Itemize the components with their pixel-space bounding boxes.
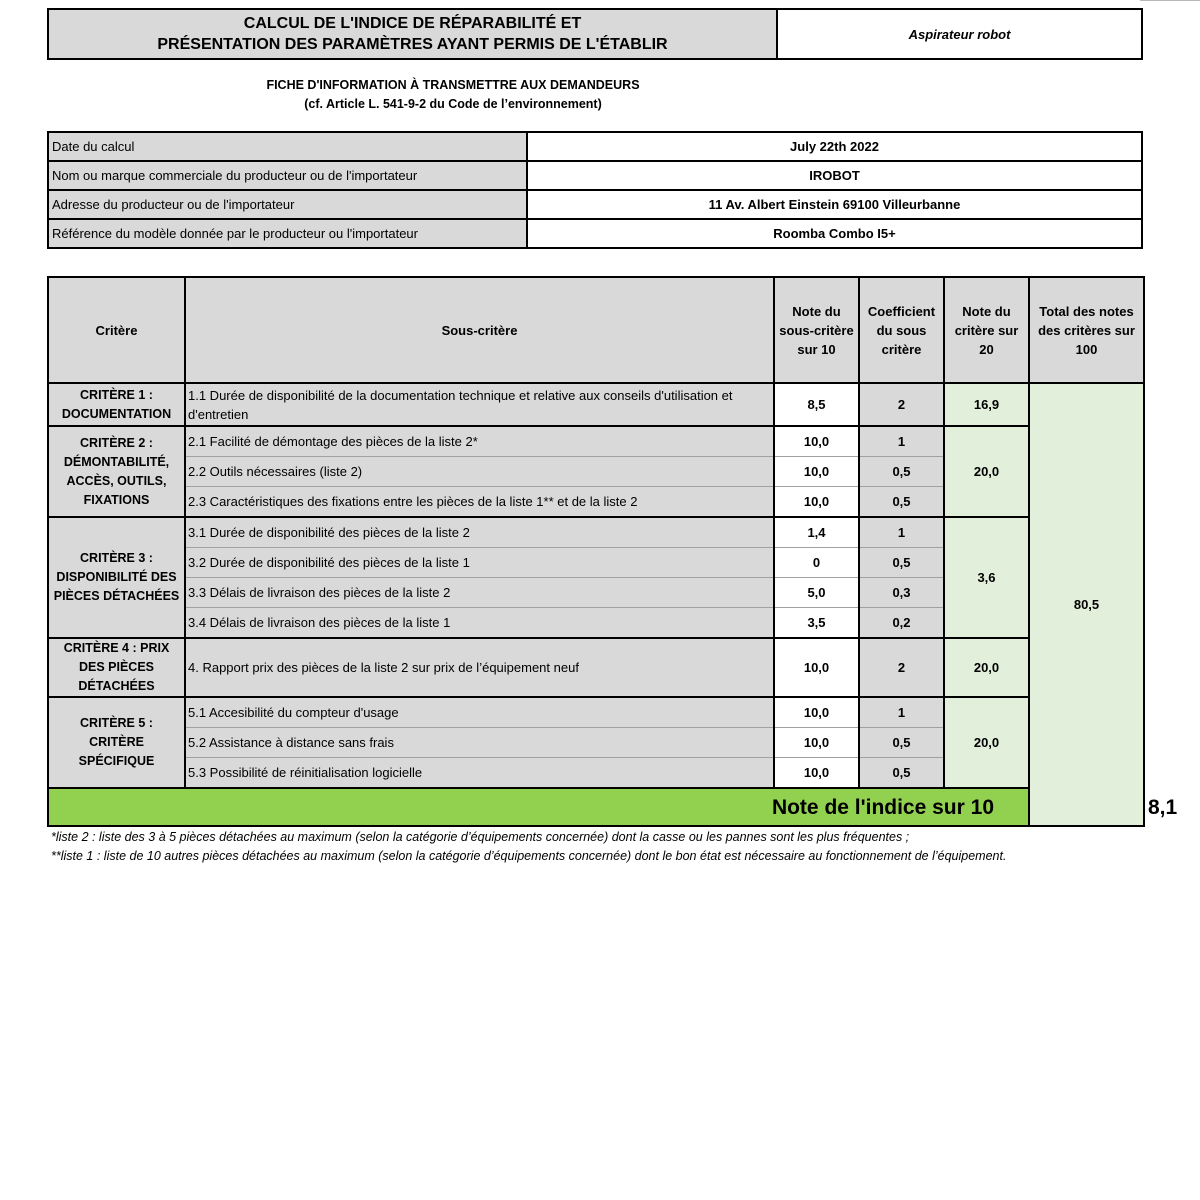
header-title-line2: PRÉSENTATION DES PARAMÈTRES AYANT PERMIS DE L'ÉTABLIR <box>157 36 668 53</box>
col-header-coef: Coefficient du sous critère <box>859 277 944 383</box>
table-row <box>48 383 1144 426</box>
header-title <box>49 10 778 58</box>
sub-criterion-note: 10,0 <box>774 697 859 728</box>
footnotes <box>51 828 1151 866</box>
info-row-date <box>48 132 1142 161</box>
criterion-3-name: CRITÈRE 3 : DISPONIBILITÉ DES PIÈCES DÉTACHÉES <box>48 517 185 638</box>
info-value: 11 Av. Albert Einstein 69100 Villeurbanne <box>527 190 1142 219</box>
sub-criterion-coef: 0,2 <box>859 608 944 639</box>
criterion-4-score: 20,0 <box>944 638 1029 697</box>
sub-criterion-note: 5,0 <box>774 578 859 608</box>
sub-criterion-note: 10,0 <box>774 758 859 789</box>
info-label: Adresse du producteur ou de l'importateur <box>48 190 527 219</box>
sub-criterion-coef: 2 <box>859 383 944 426</box>
sub-criterion-coef: 2 <box>859 638 944 697</box>
subtitle-line1: FICHE D'INFORMATION À TRANSMETTRE AUX DEMANDEURS <box>266 78 640 92</box>
info-label: Date du calcul <box>48 132 527 161</box>
table-row <box>48 426 1144 457</box>
sub-criterion-note: 8,5 <box>774 383 859 426</box>
table-header-row <box>48 277 1144 383</box>
info-label: Nom ou marque commerciale du producteur ou de l'importateur <box>48 161 527 190</box>
sheet-edge-line <box>1140 0 1200 1</box>
sub-criterion-label: 3.2 Durée de disponibilité des pièces de la liste 1 <box>185 548 774 578</box>
sub-criterion-note: 10,0 <box>774 487 859 518</box>
final-score-row: Note de l'indice sur 10 8,1 <box>48 788 1144 826</box>
col-header-sous-critere: Sous-critère <box>185 277 774 383</box>
sub-criterion-label: 3.3 Délais de livraison des pièces de la liste 2 <box>185 578 774 608</box>
sub-criterion-label: 2.1 Facilité de démontage des pièces de la liste 2* <box>185 426 774 457</box>
criterion-5-name: CRITÈRE 5 : CRITÈRE SPÉCIFIQUE <box>48 697 185 788</box>
criterion-4-name: CRITÈRE 4 : PRIX DES PIÈCES DÉTACHÉES <box>48 638 185 697</box>
total-score-100: 80,5 <box>1029 383 1144 826</box>
table-row <box>48 517 1144 548</box>
criterion-5-score: 20,0 <box>944 697 1029 788</box>
info-row-address <box>48 190 1142 219</box>
sub-criterion-note: 1,4 <box>774 517 859 548</box>
sub-criterion-coef: 1 <box>859 426 944 457</box>
header-title-line1: CALCUL DE L'INDICE DE RÉPARABILITÉ ET <box>243 15 582 32</box>
sub-criterion-label: 3.4 Délais de livraison des pièces de la liste 1 <box>185 608 774 639</box>
sub-criterion-coef: 0,5 <box>859 457 944 487</box>
sub-criterion-note: 3,5 <box>774 608 859 639</box>
sub-criterion-label: 5.3 Possibilité de réinitialisation logicielle <box>185 758 774 789</box>
sub-criterion-note: 10,0 <box>774 728 859 758</box>
final-score-label: Note de l'indice sur 10 <box>48 788 1029 826</box>
footnote-list1: **liste 1 : liste de 10 autres pièces détachées au maximum (selon la catégorie d’équipements concernée) dont le bon état est nécessaire au fonctionnement de l’équipement. <box>51 849 1007 863</box>
sub-criterion-label: 3.1 Durée de disponibilité des pièces de la liste 2 <box>185 517 774 548</box>
table-row <box>48 638 1144 697</box>
sub-criterion-note: 10,0 <box>774 426 859 457</box>
sub-criterion-label: 2.3 Caractéristiques des fixations entre les pièces de la liste 1** et de la liste 2 <box>185 487 774 518</box>
criterion-1-name: CRITÈRE 1 : DOCUMENTATION <box>48 383 185 426</box>
sub-criterion-coef: 1 <box>859 517 944 548</box>
info-value: IROBOT <box>527 161 1142 190</box>
sub-criterion-coef: 0,5 <box>859 487 944 518</box>
info-value: Roomba Combo I5+ <box>527 219 1142 248</box>
score-table <box>47 276 1178 827</box>
criterion-1-score: 16,9 <box>944 383 1029 426</box>
sub-criterion-label: 5.1 Accesibilité du compteur d'usage <box>185 697 774 728</box>
table-row <box>48 697 1144 728</box>
product-type: Aspirateur robot <box>908 26 1011 42</box>
sub-criterion-label: 5.2 Assistance à distance sans frais <box>185 728 774 758</box>
sub-criterion-note: 10,0 <box>774 638 859 697</box>
subtitle <box>228 76 678 114</box>
col-header-note-critere: Note du critère sur 20 <box>944 277 1029 383</box>
criterion-2-score: 20,0 <box>944 426 1029 517</box>
sub-criterion-coef: 0,5 <box>859 758 944 789</box>
info-row-brand <box>48 161 1142 190</box>
footnote-list2: *liste 2 : liste des 3 à 5 pièces détachées au maximum (selon la catégorie d’équipements concernée) dont la casse ou les pannes sont les plus fréquentes ; <box>51 830 910 844</box>
col-header-note-sous: Note du sous-critère sur 10 <box>774 277 859 383</box>
sub-criterion-coef: 1 <box>859 697 944 728</box>
header-box <box>47 8 1143 60</box>
info-label: Référence du modèle donnée par le producteur ou l'importateur <box>48 219 527 248</box>
sub-criterion-label: 4. Rapport prix des pièces de la liste 2 sur prix de l’équipement neuf <box>185 638 774 697</box>
criterion-3-score: 3,6 <box>944 517 1029 638</box>
col-header-critere: Critère <box>48 277 185 383</box>
sub-criterion-note: 10,0 <box>774 457 859 487</box>
col-header-total: Total des notes des critères sur 100 <box>1029 277 1144 383</box>
subtitle-line2: (cf. Article L. 541-9-2 du Code de l’environnement) <box>304 97 602 111</box>
sub-criterion-coef: 0,3 <box>859 578 944 608</box>
sub-criterion-coef: 0,5 <box>859 548 944 578</box>
sub-criterion-label: 1.1 Durée de disponibilité de la documentation technique et relative aux conseils d'utilisation et d'entretien <box>185 383 774 426</box>
info-table <box>47 131 1143 249</box>
sub-criterion-label: 2.2 Outils nécessaires (liste 2) <box>185 457 774 487</box>
sub-criterion-note: 0 <box>774 548 859 578</box>
info-value: July 22th 2022 <box>527 132 1142 161</box>
info-row-reference <box>48 219 1142 248</box>
sub-criterion-coef: 0,5 <box>859 728 944 758</box>
criterion-2-name: CRITÈRE 2 : DÉMONTABILITÉ, ACCÈS, OUTILS, FIXATIONS <box>48 426 185 517</box>
